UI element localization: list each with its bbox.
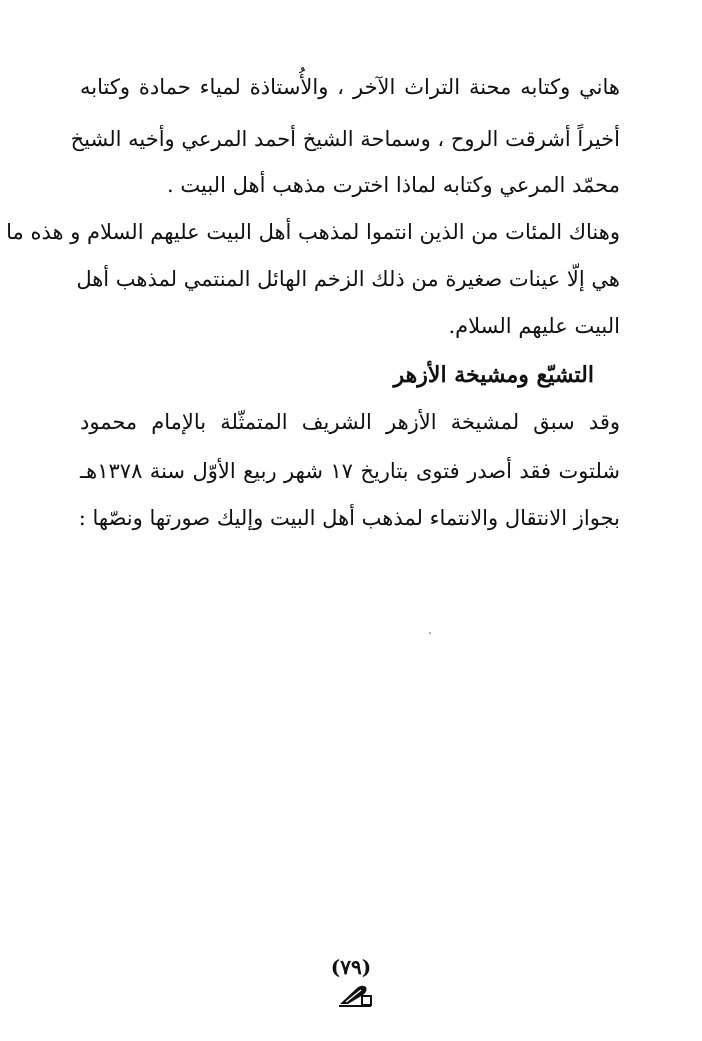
paragraph-1-line-2: أخيراً أشرقت الروح ، وسماحة الشيخ أحمد المرعي وأخيه الشيخ xyxy=(70,127,620,151)
paragraph-1-line-1: هاني وكتابه محنة التراث الآخر ، والأُستاذة لمياء حمادة وكتابه xyxy=(80,75,620,99)
paragraph-3-line-1: وقد سبق لمشيخة الأزهر الشريف المتمثّلة بالإمام محمود xyxy=(80,410,620,434)
quill-pen-icon xyxy=(337,982,373,1008)
paragraph-2-line-3: البيت عليهم السلام. xyxy=(448,314,620,338)
paragraph-2-line-1: وهناك المئات من الذين انتموا لمذهب أهل البيت عليهم السلام و هذه ما xyxy=(6,220,620,244)
scan-speck xyxy=(429,632,431,634)
paragraph-2-line-2: هي إلّا عينات صغيرة من ذلك الزخم الهائل المنتمي لمذهب أهل xyxy=(76,267,620,291)
page-number: (٧٩) xyxy=(330,955,372,979)
paragraph-1-line-3: محمّد المرعي وكتابه لماذا اخترت مذهب أهل البيت . xyxy=(167,173,620,197)
section-heading: التشيّع ومشيخة الأزهر xyxy=(393,362,594,388)
paragraph-3-line-2: شلتوت فقد أصدر فتوى بتاريخ ١٧ شهر ربيع الأوّل سنة ١٣٧٨هـ xyxy=(80,459,620,483)
paragraph-3-line-3: بجواز الانتقال والانتماء لمذهب أهل البيت وإليك صورتها ونصّها : xyxy=(78,506,620,530)
